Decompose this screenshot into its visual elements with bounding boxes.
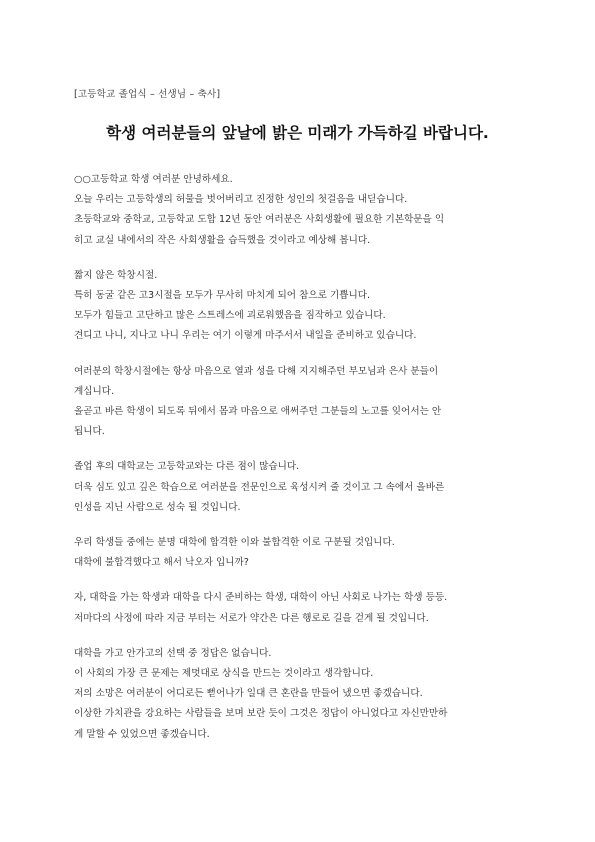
paragraph: [74, 457, 534, 518]
paragraph-line: 견디고 나니, 지나고 나니 우리는 여기 이렇게 마주서서 내일을 준비하고 있습니다.: [74, 330, 417, 342]
paragraph-line: 우리 학생들 중에는 분명 대학에 합격한 이와 불합격한 이로 구분될 것입니다.: [74, 537, 395, 549]
paragraph-line: 자, 대학을 가는 학생과 대학을 다시 준비하는 학생, 대학이 아닌 사회로 나가는 학생 등등.: [74, 592, 448, 604]
paragraph-line: 여러분의 학창시절에는 항상 마음으로 열과 성을 다해 지지해주던 부모님과 은사 분들이: [74, 365, 439, 377]
paragraph-line: 대학에 불합격했다고 해서 낙오자 입니까?: [74, 557, 249, 569]
document-body: [74, 170, 534, 760]
document-header-tag: [고등학교 졸업식 – 선생님 – 축사]: [74, 89, 221, 100]
paragraph: [74, 170, 534, 251]
paragraph-line: 됩니다.: [74, 426, 105, 438]
paragraph-line: 오늘 우리는 고등학생의 허물을 벗어버리고 진정한 성인의 첫걸음을 내딛습니다.: [74, 194, 408, 206]
paragraph-line: 인성을 지닌 사람으로 성숙 될 것입니다.: [74, 501, 241, 513]
paragraph-line: 게 말할 수 있었으면 좋겠습니다.: [74, 728, 210, 740]
paragraph-line: 저의 소망은 여러분이 어디로든 뻗어나가 일대 큰 혼란을 만들어 냈으면 좋겠습니다.: [74, 688, 423, 700]
paragraph: [74, 533, 534, 573]
paragraph-line: 이상한 가치관을 강요하는 사람들을 보며 보란 듯이 그것은 정답이 아니었다고 자신만만하: [74, 708, 448, 720]
paragraph-line: 초등학교와 중학교, 고등학교 도합 12년 동안 여러분은 사회생활에 필요한 기본학문을 익: [74, 214, 445, 226]
paragraph-line: 특히 동굴 같은 고3시절을 모두가 무사히 마치게 되어 참으로 기쁩니다.: [74, 290, 371, 302]
paragraph-line: 더욱 심도 있고 깊은 학습으로 여러분을 전문인으로 육성시켜 줄 것이고 그 속에서 올바른: [74, 481, 445, 493]
document-title: 학생 여러분들의 앞날에 밝은 미래가 가득하길 바랍니다.: [106, 124, 489, 142]
paragraph: [74, 588, 534, 628]
paragraph-line: 짧지 않은 학창시절.: [74, 269, 158, 281]
paragraph-line: 올곧고 바른 학생이 되도록 뒤에서 몸과 마음으로 애써주던 그분들의 노고를 잊어서는 안: [74, 406, 442, 418]
paragraph: [74, 266, 534, 347]
paragraph-line: 졸업 후의 대학교는 고등학교와는 다른 점이 많습니다.: [74, 461, 300, 473]
paragraph-line: ○○고등학교 학생 여러분 안녕하세요.: [74, 174, 233, 185]
paragraph-line: 히고 교실 내에서의 작은 사회생활을 습득했을 것이라고 예상해 봅니다.: [74, 234, 371, 246]
paragraph-line: 이 사회의 가장 큰 문제는 제멋대로 상식을 만드는 것이라고 생각합니다.: [74, 668, 374, 680]
paragraph-line: 계십니다.: [74, 385, 115, 397]
paragraph-line: 모두가 힘들고 고단하고 많은 스트레스에 괴로워했음을 짐작하고 있습니다.: [74, 310, 386, 322]
paragraph: [74, 362, 534, 443]
paragraph-line: 저마다의 사정에 따라 지금 부터는 서로가 약간은 다른 행로로 길을 걷게 될 것입니다.: [74, 612, 429, 624]
paragraph: [74, 644, 534, 745]
paragraph-line: 대학을 가고 안가고의 선택 중 정답은 없습니다.: [74, 647, 272, 659]
